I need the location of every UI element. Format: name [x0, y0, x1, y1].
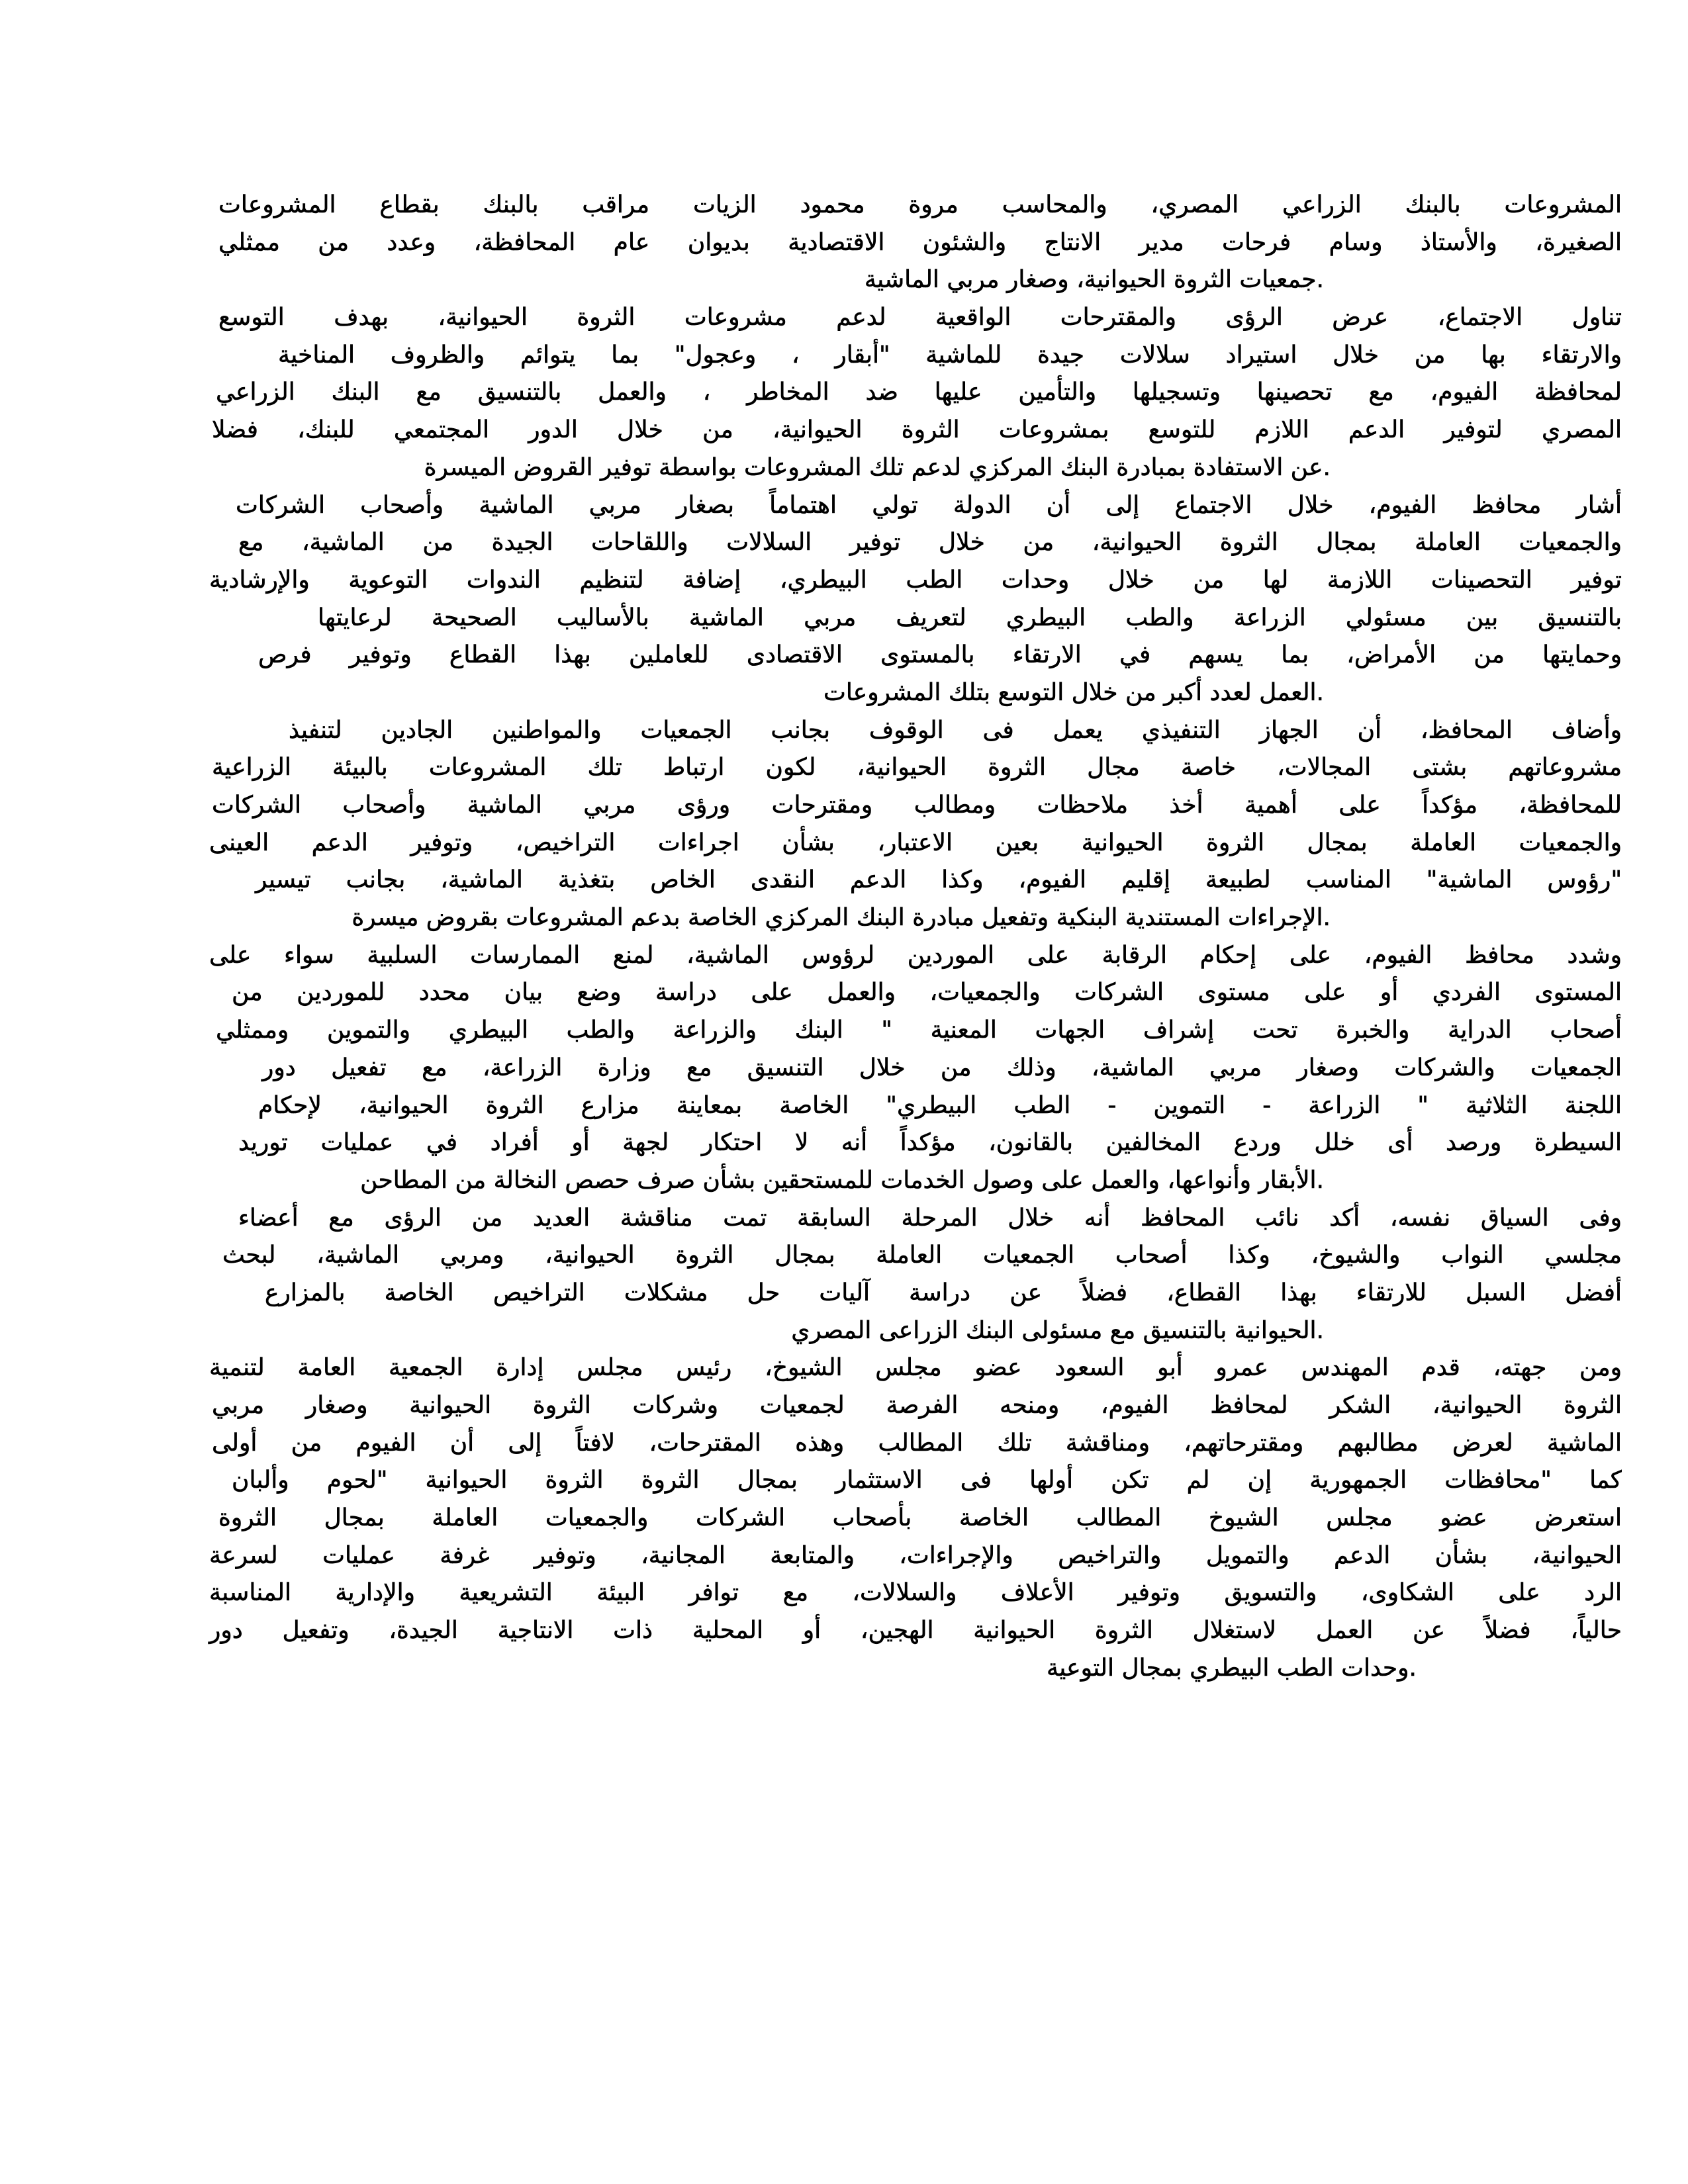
text-line: وحمايتها من الأمراض، بما يسهم في الارتقاء بالمستوى الاقتصادى للعاملين بهذا القطاع وتوفير فرص — [258, 641, 1622, 669]
text-line: أصحاب الدراية والخبرة تحت إشراف الجهات المعنية " البنك والزراعة والطب البيطري والتموين وممثلي — [216, 1017, 1622, 1044]
text-line: المشروعات بالبنك الزراعي المصري، والمحاسب مروة محمود الزيات مراقب بالبنك بقطاع المشروعات — [218, 191, 1622, 218]
text-line: للمحافظة، مؤكداً على أهمية أخذ ملاحظات ومطالب ومقترحات ورؤى مربي الماشية وأصحاب الشركات — [212, 792, 1622, 819]
paragraph — [199, 937, 1622, 1200]
text-line: المصري لتوفير الدعم اللازم للتوسع بمشروعات الثروة الحيوانية، من خلال الدور المجتمعي للبنك، فضلا — [212, 416, 1622, 444]
text-line: حالياً، فضلاً عن العمل لاستغلال الثروة الحيوانية الهجين، أو المحلية ذات الانتاجية الجيدة، وتفعيل دور — [209, 1617, 1622, 1645]
text-line: بالتنسيق بين مسئولي الزراعة والطب البيطري لتعريف مربي الماشية بالأساليب الصحيحة لرعايتها — [318, 604, 1622, 631]
text-line: والجمعيات العاملة بمجال الثروة الحيوانية، من خلال توفير السلالات واللقاحات الجيدة من الماشية، مع — [238, 529, 1622, 557]
paragraph — [199, 712, 1622, 937]
text-line: .العمل لعدد أكبر من خلال التوسع بتلك المشروعات — [823, 678, 1324, 706]
text-line: الجمعيات والشركات وصغار مربي الماشية، وذلك من خلال التنسيق مع وزارة الزراعة، مع تفعيل دور — [262, 1054, 1622, 1081]
text-line: أشار محافظ الفيوم، خلال الاجتماع إلى أن الدولة تولي اهتماماً بصغار مربي الماشية وأصحاب الشركات — [236, 491, 1622, 519]
text-line: الحيوانية، بشأن الدعم والتمويل والتراخيص والإجراءات، والمتابعة المجانية، وتوفير غرفة عمليات لسرعة — [209, 1541, 1622, 1569]
text-line: مشروعاتهم بشتى المجالات، خاصة مجال الثروة الحيوانية، لكون ارتباط تلك المشروعات بالبيئة الزراعية — [212, 754, 1622, 782]
text-line: كما "محافظات الجمهورية إن لم تكن أولها فى الاستثمار بمجال الثروة الثروة الحيوانية "لحوم وألبان — [232, 1467, 1622, 1494]
text-line: .الإجراءات المستندية البنكية وتفعيل مبادرة البنك المركزي الخاصة بدعم المشروعات بقروض ميسرة — [352, 904, 1331, 932]
text-line: الثروة الحيوانية، الشكر لمحافظ الفيوم، ومنحه الفرصة لجمعيات وشركات الثروة الحيوانية وصغار مربي — [212, 1392, 1622, 1419]
paragraph — [199, 1200, 1622, 1350]
text-line: الماشية لعرض مطالبهم ومقترحاتهم، ومناقشة تلك المطالب وهذه المقترحات، لافتاً إلى أن الفيوم من أولى — [212, 1429, 1622, 1457]
text-line: المستوى الفردي أو على مستوى الشركات والجمعيات، والعمل على دراسة وضع بيان محدد للموردين من — [232, 979, 1622, 1007]
text-line: الصغيرة، والأستاذ وسام فرحات مدير الانتاج والشئون الاقتصادية بديوان عام المحافظة، وعدد من ممثلي — [218, 228, 1622, 256]
paragraph — [199, 299, 1622, 486]
text-line: .عن الاستفادة بمبادرة البنك المركزي لدعم تلك المشروعات بواسطة توفير القروض الميسرة — [424, 453, 1331, 481]
text-line: الرد على الشكاوى، والتسويق وتوفير الأعلاف والسلالات، مع توافر البيئة التشريعية والإدارية المناسبة — [209, 1579, 1622, 1607]
text-line: مجلسي النواب والشيوخ، وكذا أصحاب الجمعيات العاملة بمجال الثروة الحيوانية، ومربي الماشية، لبحث — [222, 1242, 1622, 1269]
text-line: توفير التحصينات اللازمة لها من خلال وحدات الطب البيطري، إضافة لتنظيم الندوات التوعوية والإرشادية — [209, 566, 1622, 594]
paragraph — [199, 1349, 1622, 1687]
text-line: أفضل السبل للارتقاء بهذا القطاع، فضلاً عن دراسة آليات حل مشكلات التراخيص الخاصة بالمزارع — [265, 1279, 1622, 1306]
text-line: والجمعيات العاملة بمجال الثروة الحيوانية بعين الاعتبار، بشأن اجراءات التراخيص، وتوفير الدعم العينى — [209, 829, 1622, 856]
text-line: لمحافظة الفيوم، مع تحصينها وتسجيلها والتأمين عليها ضد المخاطر ، والعمل بالتنسيق مع البنك الزراعي — [216, 379, 1622, 406]
text-line: .الحيوانية بالتنسيق مع مسئولى البنك الزراعى المصري — [791, 1316, 1324, 1344]
text-line: وفى السياق نفسه، أكد نائب المحافظ أنه خلال المرحلة السابقة تمت مناقشة العديد من الرؤى مع أعضاء — [238, 1204, 1622, 1232]
text-line: .وحدات الطب البيطري بمجال التوعية — [1046, 1654, 1417, 1682]
text-line: .جمعيات الثروة الحيوانية، وصغار مربي الماشية — [864, 266, 1324, 294]
article-body — [199, 187, 1622, 1688]
text-line: السيطرة ورصد أى خلل وردع المخالفين بالقانون، مؤكداً أنه لا احتكار لجهة أو أفراد في عمليات توريد — [238, 1129, 1622, 1157]
paragraph — [199, 487, 1622, 712]
text-line: تناول الاجتماع، عرض الرؤى والمقترحات الواقعية لدعم مشروعات الثروة الحيوانية، بهدف التوسع — [218, 304, 1622, 332]
text-line: .الأبقار وأنواعها، والعمل على وصول الخدمات للمستحقين بشأن صرف حصص النخالة من المطاحن — [360, 1166, 1324, 1194]
paragraph — [199, 187, 1622, 299]
text-line: استعرض عضو مجلس الشيوخ المطالب الخاصة بأصحاب الشركات والجمعيات العاملة بمجال الثروة — [218, 1504, 1622, 1532]
text-line: وأضاف المحافظ، أن الجهاز التنفيذي يعمل فى الوقوف بجانب الجمعيات والمواطنين الجادين لتنفيذ — [289, 716, 1622, 744]
text-line: "رؤوس الماشية" المناسب لطبيعة إقليم الفيوم، وكذا الدعم النقدى الخاص بتغذية الماشية، بجانب تيسير — [256, 866, 1622, 894]
text-line: وشدد محافظ الفيوم، على إحكام الرقابة على الموردين لرؤوس الماشية، لمنع الممارسات السلبية سواء على — [209, 941, 1622, 969]
text-line: اللجنة الثلاثية " الزراعة - التموين - الطب البيطري" الخاصة بمعاينة مزارع الثروة الحيوانية، لإحكام — [258, 1091, 1622, 1119]
text-line: والارتقاء بها من خلال استيراد سلالات جيدة للماشية "أبقار ، وعجول" بما يتوائم والظروف المناخية — [278, 341, 1622, 369]
text-line: ومن جهته، قدم المهندس عمرو أبو السعود عضو مجلس الشيوخ، رئيس مجلس إدارة الجمعية العامة لتنمية — [209, 1354, 1622, 1382]
